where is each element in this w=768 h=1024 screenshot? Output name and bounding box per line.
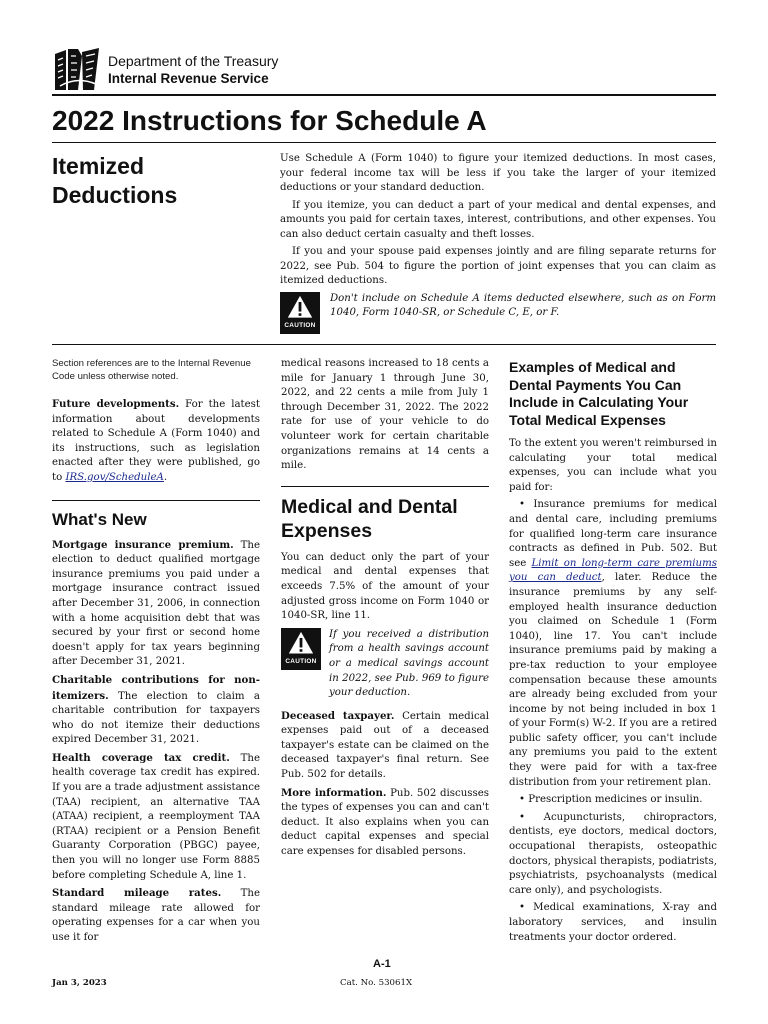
caution-label: CAUTION [284, 322, 316, 329]
title-rule [52, 142, 716, 143]
intro-paragraph-1: Use Schedule A (Form 1040) to figure your itemized deductions. In most cases, your federal income tax will be less if you take the larger of your itemized deductions or your standard deduction. [280, 153, 716, 193]
mileage-text: The standard mileage rate allowed for operating expenses for a car when you use it for [52, 888, 260, 943]
caution-label: CAUTION [285, 658, 317, 666]
charitable-paragraph [52, 673, 260, 748]
revision-date: Jan 3, 2023 [52, 978, 107, 988]
header-rule [52, 94, 716, 96]
health-coverage-heading: Health coverage tax credit. [52, 751, 230, 764]
intro-caution-text: Don't include on Schedule A items deducted elsewhere, such as on Form 1040, Form 1040-SR, or Schedule C, E, or F. [330, 292, 716, 318]
mileage-paragraph [52, 886, 260, 945]
deceased-taxpayer-heading: Deceased taxpayer. [281, 709, 395, 722]
insurance-text-start: • Insurance premiums for medical and dental care, including premiums for qualified long-term care insurance contracts as defined in Pub. 502. But see [509, 499, 717, 569]
mortgage-heading: Mortgage insurance premium. [52, 538, 234, 551]
intro-paragraph-3: If you and your spouse paid expenses jointly and are filing separate returns for 2022, see Pub. 504 to figure the portion of joint expenses that you can claim as itemized deductions. [280, 246, 716, 286]
list-item-insurance [509, 498, 717, 790]
section-reference-note: Section references are to the Internal Revenue Code unless otherwise noted. [52, 358, 251, 382]
intro-paragraph-2: If you itemize, you can deduct a part of your medical and dental expenses, and amounts you paid for certain taxes, interest, contributions, and other expenses. You can also deduct certain casualty and theft losses. [280, 199, 716, 240]
medical-dental-heading: Medical and Dental Expenses [281, 486, 489, 543]
section-title-line2: Deductions [52, 182, 178, 208]
whats-new-heading: What's New [52, 500, 260, 530]
examples-heading: Examples of Medical and Dental Payments You Can Include in Calculating Your Total Medical Expenses [509, 359, 689, 428]
hsa-caution [281, 628, 489, 701]
caution-icon [280, 292, 320, 334]
intro-block [280, 152, 716, 334]
more-information-heading: More information. [281, 786, 387, 799]
future-developments-paragraph: Future developments. For the latest information about developments related to Schedule A (Form 1040) and its instructions, such as legislation enacted after they were published, go to IRS.gov/ScheduleA. [52, 398, 260, 483]
mileage-heading: Standard mileage rates. [52, 887, 222, 900]
column-3 [509, 357, 717, 948]
agency-name: Internal Revenue Service [108, 71, 269, 86]
catalog-number: Cat. No. 53061X [340, 978, 413, 988]
agency-block [108, 54, 278, 87]
insurance-text-end: , later. Reduce the insurance premiums by any self-employed health insurance deduction you claimed on Schedule 1 (Form 1040), line 17. You can't include insurance premiums paid by making a pre-tax reduction to your employee compensation because these amounts are already being excluded from your income by not being included in box 1 of your Form(s) W-2. If you are a retired public safety officer, you can't include any premiums you paid to the extent they were paid for with a tax-free distribution from your retirement plan. [509, 572, 717, 788]
irs-eagle-logo-icon [52, 46, 102, 94]
health-coverage-paragraph [52, 751, 260, 883]
section-title-line1: Itemized [52, 153, 145, 179]
mortgage-paragraph [52, 538, 260, 670]
future-developments-text: For the latest information about developments related to Schedule A (Form 1040) and its instructions, such as legislation enacted after they were published, go to [52, 399, 260, 483]
examples-intro: To the extent you weren't reimbursed in calculating your total medical expenses, you can include what you paid for: [509, 438, 717, 493]
column-1 [52, 357, 260, 949]
deceased-taxpayer-text: Certain medical expenses paid out of a deceased taxpayer's estate can be claimed on the deceased taxpayer's final return. See Pub. 502 for details. [281, 710, 489, 781]
department-name: Department of the Treasury [108, 53, 279, 69]
list-item-examinations: • Medical examinations, X-ray and laboratory services, and insulin treatments your doctor ordered. [509, 902, 717, 943]
long-term-care-limit-link[interactable]: Limit on long-term care premiums you can deduct [509, 557, 717, 584]
more-information-paragraph [281, 786, 489, 860]
column-2 [281, 357, 489, 863]
list-item-prescriptions: • Prescription medicines or insulin. [519, 794, 703, 806]
future-developments-heading: Future developments. [52, 398, 180, 410]
hsa-caution-text: If you received a distribution from a health savings account or a medical savings account in 2022, see Pub. 969 to figure your deduction. [329, 628, 489, 699]
charitable-heading: Charitable contributions for non-itemizers. [52, 673, 260, 702]
caution-icon [281, 628, 321, 670]
list-item-practitioners: • Acupuncturists, chiropractors, dentists, eye doctors, medical doctors, occupational therapists, osteopathic doctors, physical therapists, podiatrists, psychiatrists, psychoanalysts (medical care only), and psychologists. [509, 811, 717, 896]
charitable-text: The election to claim a charitable contribution for taxpayers who do not itemize their deductions expired December 31, 2021. [52, 690, 260, 746]
page-number: A-1 [373, 958, 391, 970]
body-rule [52, 344, 716, 345]
irs-schedule-a-link[interactable]: IRS.gov/ScheduleA [65, 471, 164, 483]
mortgage-text: The election to deduct qualified mortgage insurance premiums you paid under a mortgage insurance contract issued after December 31, 2006, in connection with a home acquisition debt that was secured by your first or second home doesn't apply for tax years beginning after December 31, 2021. [52, 539, 260, 668]
mileage-continued: medical reasons increased to 18 cents a mile for January 1 through June 30, 2022, and 22 cents a mile from July 1 through December 31, 2022. The 2022 rate for use of your vehicle to do volunteer work for certain charitable organizations remains at 14 cents a mile. [281, 358, 489, 472]
deceased-taxpayer-paragraph [281, 709, 489, 783]
document-title: 2022 Instructions for Schedule A [52, 105, 487, 136]
section-title [52, 152, 252, 210]
more-information-text: Pub. 502 discusses the types of expenses you can and can't deduct. It also explains when you can deduct capital expenses and special care expenses for disabled persons. [281, 787, 489, 858]
intro-caution [280, 292, 716, 334]
health-coverage-text: The health coverage tax credit has expired. If you are a trade adjustment assistance (TAA) recipient, an alternative TAA (ATAA) recipient, a reemployment TAA (RTAA) recipient or a Pension Benefit Guaranty Corporation (PBGC) payee, then you will no longer use Form 8885 before completing Schedule A, line 1. [52, 752, 260, 881]
medical-dental-text: You can deduct only the part of your medical and dental expenses that exceeds 7.5% of the amount of your adjusted gross income on Form 1040 or 1040-SR, line 11. [281, 551, 489, 622]
